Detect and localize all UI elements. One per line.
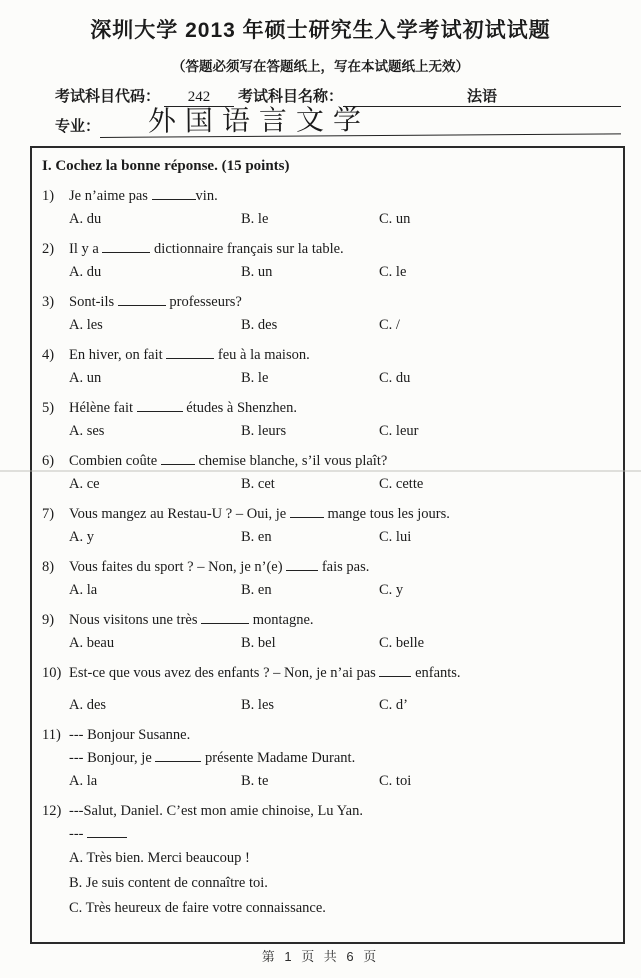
option-b: B. en (241, 529, 272, 545)
answer-blank (137, 398, 183, 412)
answer-blank (201, 610, 249, 624)
question-item (42, 800, 615, 921)
question-options (42, 420, 615, 443)
page-footer: 第 1 页 共 6 页 (261, 949, 380, 964)
question-options (42, 208, 615, 231)
question-stem (42, 800, 615, 823)
answer-blank (102, 239, 150, 253)
option-b: B. le (241, 370, 269, 386)
answer-blank (161, 451, 195, 465)
option-b: B. en (241, 582, 272, 598)
question-number: 4) (42, 347, 55, 363)
option-a: A. ses (69, 423, 105, 439)
question-item (42, 450, 615, 496)
option-c: C. du (379, 370, 411, 386)
option-b: B. cet (241, 476, 275, 492)
major-value: 外国语言文学 (100, 103, 621, 138)
question-text: ---Salut, Daniel. C’est mon amie chinoise, Lu Yan. (69, 803, 363, 819)
question-number: 9) (42, 612, 55, 628)
question-text: --- (69, 823, 615, 846)
question-item (42, 556, 615, 602)
question-options (42, 770, 615, 793)
option-c: C. leur (379, 423, 419, 439)
question-number: 1) (42, 188, 55, 204)
subject-code-label: 考试科目代码： (55, 88, 161, 105)
question-text: Nous visitons une très montagne. (69, 612, 314, 628)
question-stem (42, 450, 615, 473)
question-stem-continued (42, 747, 615, 770)
question-stem (42, 238, 615, 261)
option-c: C. belle (379, 635, 425, 651)
option-a: A. Très bien. Merci beaucoup ! (69, 850, 250, 866)
option-a: A. beau (69, 635, 115, 651)
option-c: C. Très heureux de faire votre connaissance. (69, 900, 326, 916)
question-options (42, 367, 615, 390)
answer-blank (152, 186, 196, 200)
question-text: Est-ce que vous avez des enfants ? – Non, je n’ai pas enfants. (69, 665, 461, 681)
question-stem (42, 185, 615, 208)
option-b: B. Je suis content de connaître toi. (69, 875, 268, 891)
page-title: 深圳大学 2013 年硕士研究生入学考试初试试题 (90, 19, 551, 42)
question-options (42, 579, 615, 602)
question-options (42, 846, 615, 921)
question-number: 2) (42, 241, 55, 257)
option-a: A. les (69, 317, 103, 333)
question-item (42, 397, 615, 443)
question-text: Vous mangez au Restau-U ? – Oui, je mange tous les jours. (69, 506, 450, 522)
question-stem (42, 609, 615, 632)
answer-blank (87, 824, 127, 838)
question-options (42, 314, 615, 337)
answer-blank (155, 748, 201, 762)
question-box (30, 146, 625, 944)
page-subtitle: （答题必须写在答题纸上，写在本试题纸上无效） (172, 59, 469, 74)
question-stem (42, 344, 615, 367)
option-c: C. un (379, 211, 411, 227)
question-item (42, 238, 615, 284)
question-text: Vous faites du sport ? – Non, je n’(e) fais pas. (69, 559, 370, 575)
question-text: Hélène fait études à Shenzhen. (69, 400, 297, 416)
option-b: B. te (241, 773, 269, 789)
question-number: 11) (42, 727, 61, 743)
question-number: 12) (42, 803, 62, 819)
option-b: B. le (241, 211, 269, 227)
major-label: 专业： (55, 118, 101, 135)
option-a: A. ce (69, 476, 100, 492)
answer-blank (286, 557, 318, 571)
question-number: 6) (42, 453, 55, 469)
option-b: B. un (241, 264, 273, 280)
option-c: C. lui (379, 529, 412, 545)
option-b: B. bel (241, 635, 276, 651)
question-number (42, 823, 69, 846)
option-b: B. des (241, 317, 278, 333)
subject-name-value: 法语 (343, 85, 621, 107)
question-options (42, 526, 615, 549)
answer-blank (118, 292, 166, 306)
question-number: 5) (42, 400, 55, 416)
question-stem (42, 291, 615, 314)
question-text: En hiver, on fait feu à la maison. (69, 347, 310, 363)
question-item (42, 185, 615, 231)
question-stem (42, 724, 615, 747)
option-c: C. d’ (379, 697, 408, 713)
section-heading: I. Cochez la bonne réponse. (15 points) (42, 158, 290, 174)
question-number: 10) (42, 665, 62, 681)
option-c: C. toi (379, 773, 412, 789)
question-text: --- Bonjour, je présente Madame Durant. (69, 750, 356, 766)
major-row (55, 104, 621, 138)
option-c: C. cette (379, 476, 424, 492)
option-a: A. y (69, 529, 94, 545)
question-number: 3) (42, 294, 55, 310)
question-item (42, 344, 615, 390)
option-b: B. les (241, 697, 275, 713)
option-a: A. la (69, 773, 98, 789)
question-stem (42, 556, 615, 579)
option-c: C. le (379, 264, 407, 280)
subject-code-value: 242 (164, 89, 234, 107)
question-stem (42, 662, 615, 685)
question-options (42, 473, 615, 496)
question-number: 8) (42, 559, 55, 575)
question-text: Je n’aime pas vin. (69, 188, 218, 204)
option-c: C. / (379, 317, 400, 333)
subject-name-label: 考试科目名称： (238, 88, 344, 105)
question-stem-continued (42, 823, 615, 846)
option-a: A. du (69, 264, 102, 280)
question-options (42, 694, 615, 717)
question-item (42, 724, 615, 793)
question-item (42, 609, 615, 655)
option-a: A. la (69, 582, 98, 598)
option-c: C. y (379, 582, 404, 598)
answer-blank (379, 663, 411, 677)
question-text: --- Bonjour Susanne. (69, 727, 191, 743)
question-stem (42, 397, 615, 420)
question-text: Sont-ils professeurs? (69, 294, 242, 310)
question-options (42, 261, 615, 284)
questions-list (42, 185, 615, 921)
answer-blank (290, 504, 324, 518)
question-options (42, 632, 615, 655)
question-item (42, 291, 615, 337)
question-item (42, 662, 615, 717)
question-number: 7) (42, 506, 55, 522)
question-number (42, 747, 69, 770)
option-a: A. du (69, 211, 102, 227)
question-stem (42, 503, 615, 526)
answer-blank (166, 345, 214, 359)
option-a: A. un (69, 370, 102, 386)
question-text: Il y a dictionnaire français sur la table. (69, 241, 344, 257)
question-item (42, 503, 615, 549)
option-a: A. des (69, 697, 107, 713)
question-text: Combien coûte chemise blanche, s’il vous plaît? (69, 453, 388, 469)
option-b: B. leurs (241, 423, 287, 439)
